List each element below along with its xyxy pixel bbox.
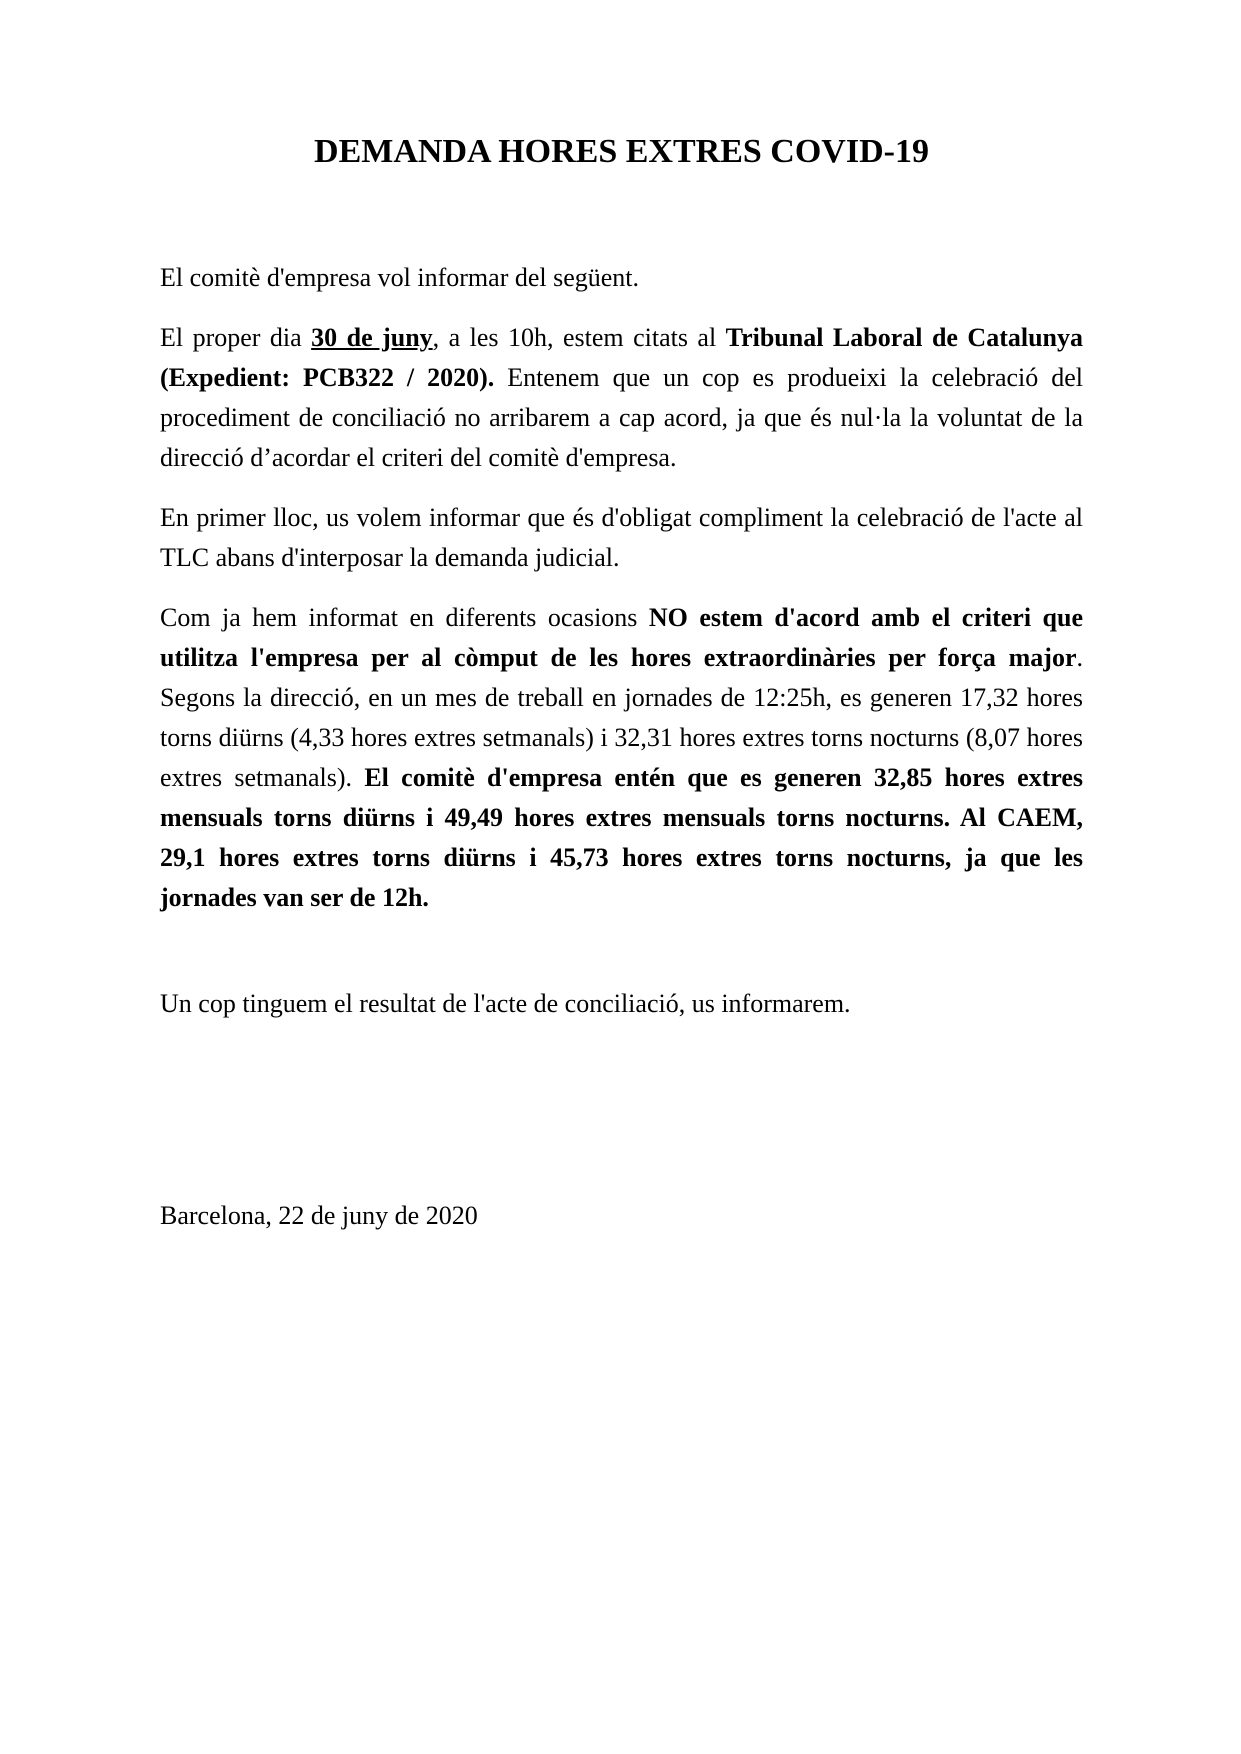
paragraph-intro: [160, 258, 1083, 298]
paragraph-hearing: [160, 318, 1083, 478]
paragraph-obligation: [160, 498, 1083, 578]
text-run-bold: El comitè d'empresa entén que es generen 32,85 hores extres mensuals torns diürns i 49,49 hores extres mensuals torns nocturns. Al CAEM, 29,1 hores extres torns diürns i 45,73 hores extres torns nocturns, ja que les jornades van ser de 12h.: [160, 763, 1083, 912]
text-run-bold-underline: 30 de juny: [311, 323, 433, 352]
paragraph-disagreement: [160, 598, 1083, 918]
text-run: Barcelona, 22 de juny de 2020: [160, 1201, 478, 1230]
text-run-bold: Tribunal Laboral de Catalunya (Expedient: PCB322 / 2020).: [160, 323, 1084, 392]
document-title: DEMANDA HORES EXTRES COVID-19: [314, 133, 929, 170]
text-run: Entenem que un cop es produeixi la celebració del procediment de conciliació no arribarem a cap acord, ja que és nul·la la voluntat de la direcció d’acordar el criteri del comitè d'empresa.: [160, 363, 1083, 472]
text-run: , a les 10h, estem citats al: [432, 323, 726, 352]
paragraph-closing: [160, 984, 1083, 1024]
text-run: Un cop tinguem el resultat de l'acte de conciliació, us informarem.: [160, 989, 851, 1018]
text-run: El comitè d'empresa vol informar del següent.: [160, 263, 640, 292]
text-run: Com ja hem informat en diferents ocasions: [160, 603, 649, 632]
text-run: El proper dia: [160, 323, 312, 352]
document-content: [0, 128, 1241, 1236]
text-run: En primer lloc, us volem informar que és d'obligat compliment la celebració de l'acte al TLC abans d'interposar la demanda judicial.: [160, 503, 1083, 572]
text-run: . Segons la direcció, en un mes de treball en jornades de 12:25h, es generen 17,32 hores torns diürns (4,33 hores extres setmanals) i 32,31 hores extres torns nocturns (8,07 hores extres setmanals).: [160, 643, 1083, 792]
text-run-bold: NO estem d'acord amb el criteri que utilitza l'empresa per al còmput de les hores extraordinàries per força major: [160, 603, 1083, 672]
paragraph-signoff: [160, 1196, 1083, 1236]
